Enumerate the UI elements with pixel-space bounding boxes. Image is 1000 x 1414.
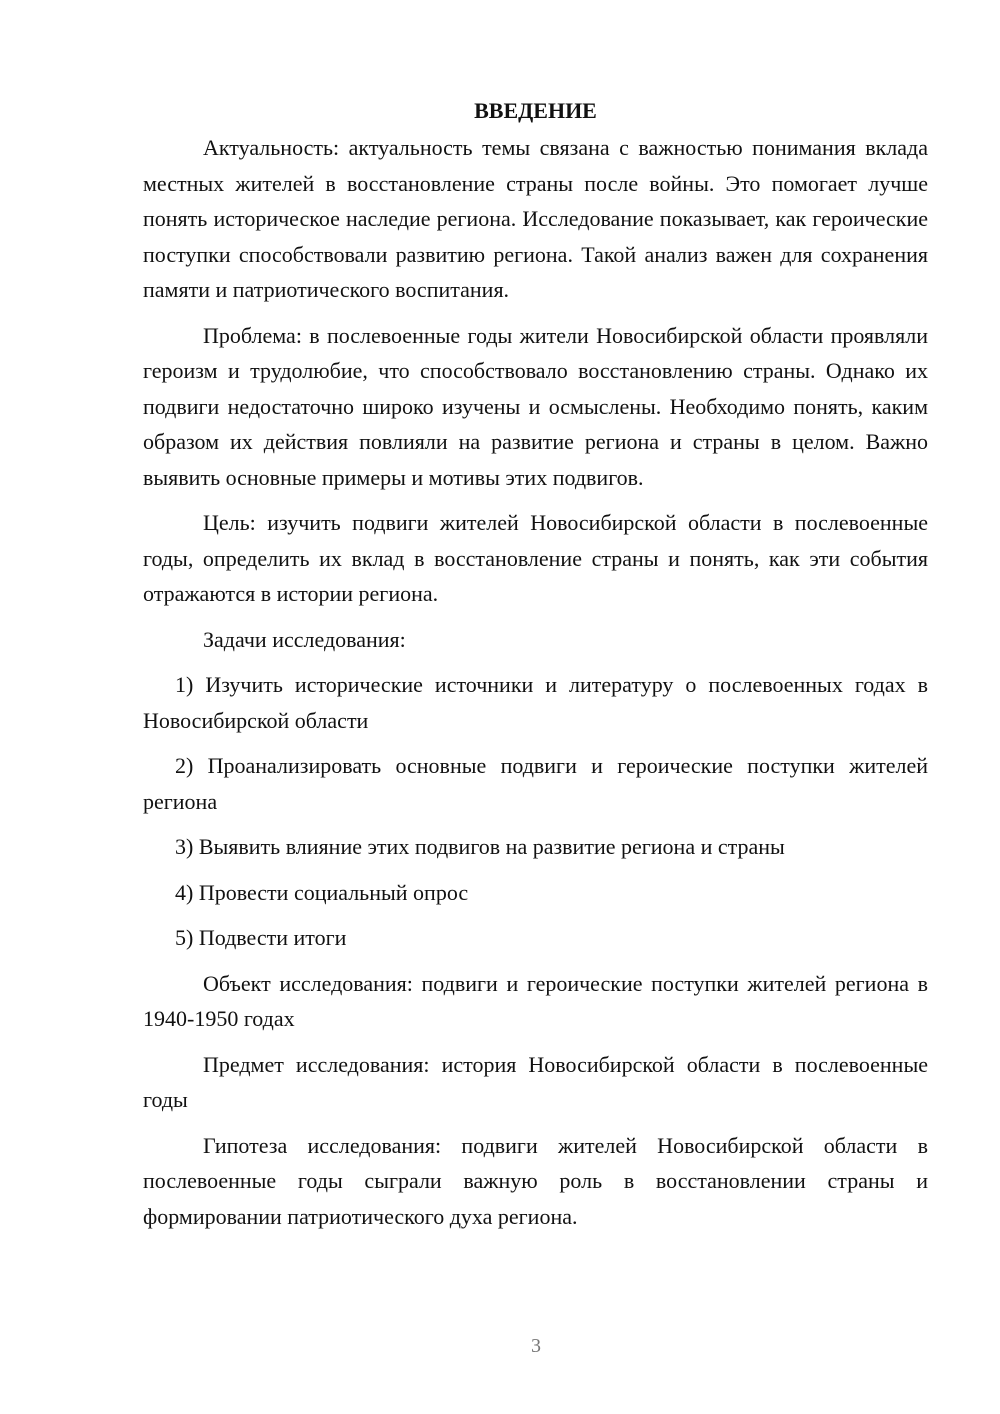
task-item-2: 2) Проанализировать основные подвиги и героические поступки жителей региона [143, 753, 928, 814]
paragraph-relevance: Актуальность: актуальность темы связана с важностью понимания вклада местных жителей в восстановление страны после войны. Это помогает лучше понять историческое наследие региона. Исследование показывает, как героические поступки способствовали развитию региона. Такой анализ важен для сохранения памяти и патриотического воспитания. [143, 135, 928, 302]
paragraph-subject: Предмет исследования: история Новосибирской области в послевоенные годы [143, 1051, 928, 1112]
task-item-4: 4) Провести социальный опрос [175, 879, 469, 905]
section-title: ВВЕДЕНИЕ [474, 98, 597, 123]
document-page [143, 96, 928, 1244]
task-item-1: 1) Изучить исторические источники и литературу о послевоенных годах в Новосибирской области [143, 672, 928, 733]
task-item-5: 5) Подвести итоги [175, 925, 347, 950]
paragraph-problem: Проблема: в послевоенные годы жители Новосибирской области проявляли героизм и трудолюбие, что способствовало восстановлению страны. Однако их подвиги недостаточно широко изучены и осмыслены. Необходимо понять, каким образом их действия повлияли на развитие региона и страны в целом. Важно выявить основные примеры и мотивы этих подвигов. [143, 322, 928, 490]
paragraph-goal: Цель: изучить подвиги жителей Новосибирской области в послевоенные годы, определить их вклад в восстановление страны и понять, как эти события отражаются в истории региона. [143, 510, 928, 606]
task-item-3: 3) Выявить влияние этих подвигов на развитие региона и страны [175, 834, 785, 859]
page-number: 3 [531, 1335, 541, 1357]
paragraph-hypothesis: Гипотеза исследования: подвиги жителей Новосибирской области в послевоенные годы сыграли важную роль в восстановлении страны и формировании патриотического духа региона. [143, 1132, 928, 1229]
paragraph-tasks-heading: Задачи исследования: [203, 626, 406, 652]
paragraph-object: Объект исследования: подвиги и героические поступки жителей региона в 1940-1950 годах [143, 970, 928, 1031]
